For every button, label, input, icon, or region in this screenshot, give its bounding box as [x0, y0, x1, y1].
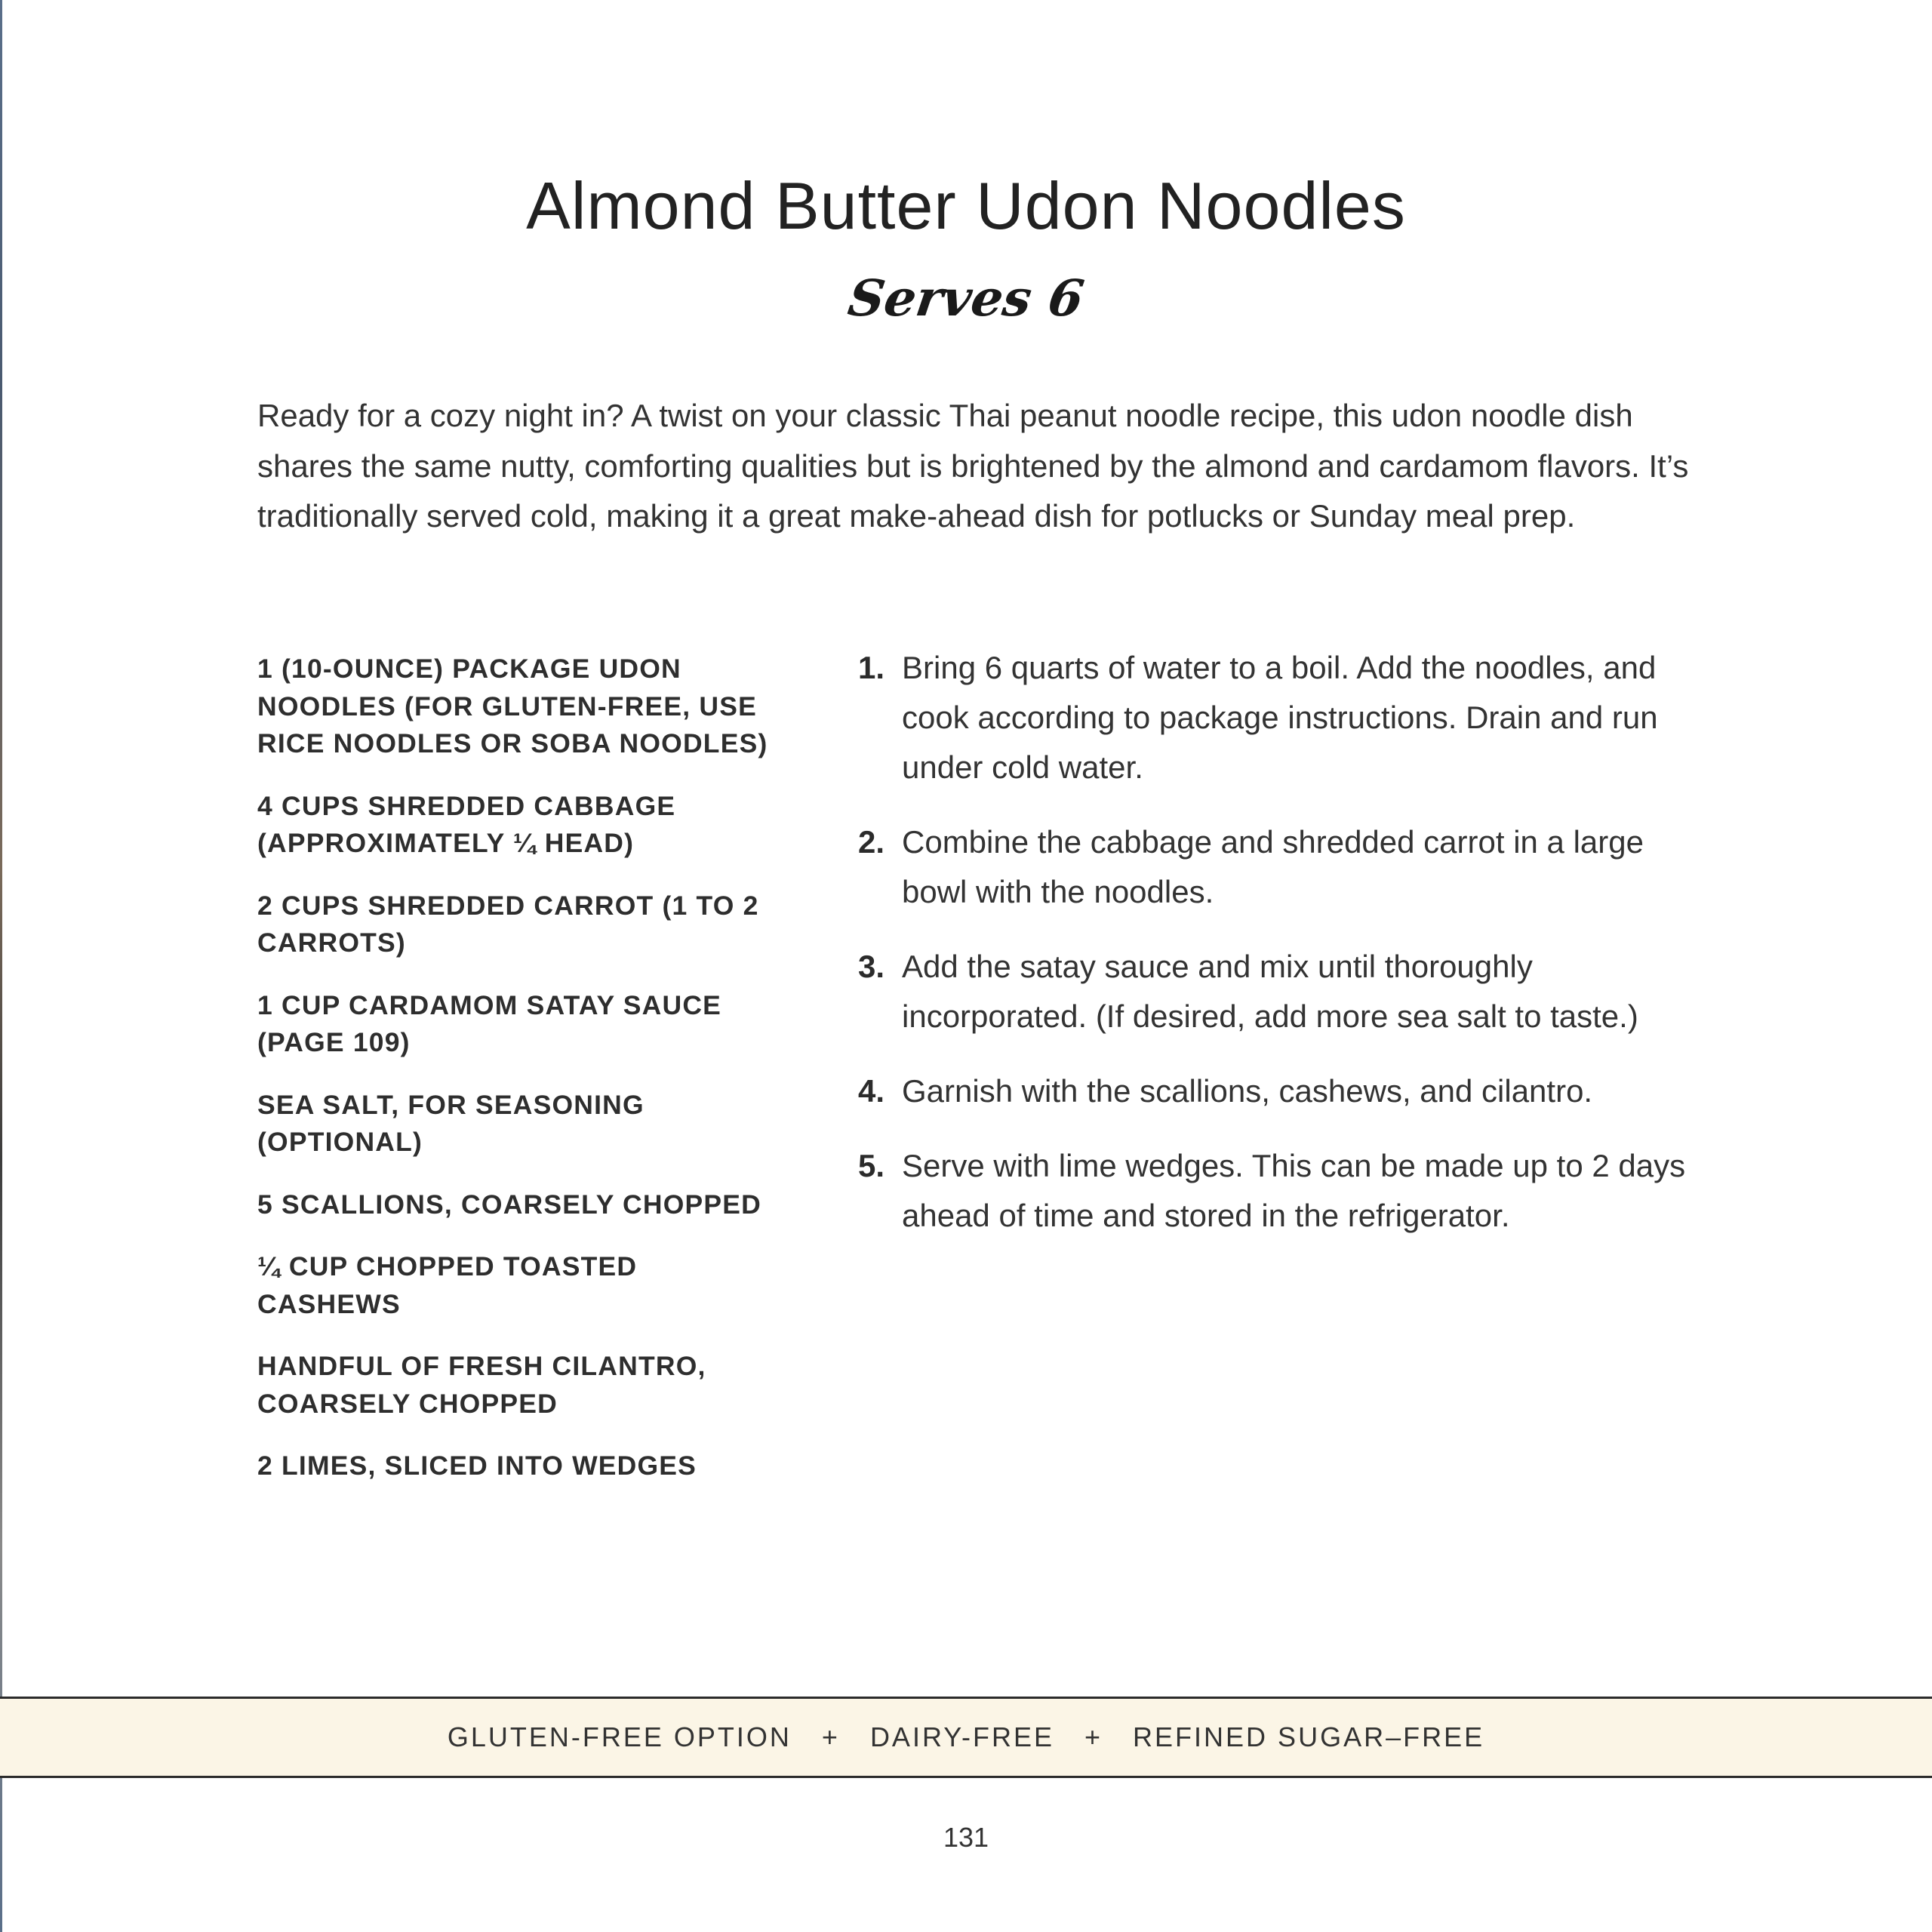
- ingredient-item: 2 CUPS SHREDDED CARROT (1 TO 2 CARROTS): [257, 890, 759, 958]
- tag-separator: +: [1084, 1721, 1103, 1752]
- step-text: Garnish with the scallions, cashews, and cilantro.: [902, 1073, 1593, 1109]
- recipe-intro: Ready for a cozy night in? A twist on your classic Thai peanut noodle recipe, this udon noodle dish shares the same nutty, comforting qualities but is brightened by the almond and cardamom flavors. It’s traditionally served cold, making it a great make-ahead dish for potlucks or Sunday meal prep.: [257, 398, 1689, 534]
- recipe-title: Almond Butter Udon Noodles: [526, 168, 1406, 243]
- instruction-step: [838, 643, 1698, 792]
- step-number: 2.: [857, 824, 884, 860]
- step-text: Add the satay sauce and mix until thoroughly incorporated. (If desired, add more sea salt to taste.): [902, 949, 1638, 1034]
- instruction-step: [838, 1066, 1698, 1116]
- instruction-step: [838, 942, 1698, 1041]
- ingredient-item: 4 CUPS SHREDDED CABBAGE (APPROXIMATELY ¼ HEAD): [257, 790, 676, 858]
- page-number: 131: [943, 1822, 989, 1853]
- step-text: Serve with lime wedges. This can be made up to 2 days ahead of time and stored in the refrigerator.: [902, 1148, 1686, 1233]
- tag-separator: +: [821, 1721, 840, 1752]
- ingredient-item: 2 LIMES, SLICED INTO WEDGES: [257, 1451, 697, 1481]
- dietary-tags-band: [0, 1697, 1932, 1778]
- instruction-step: [838, 1141, 1698, 1241]
- instructions-list: [838, 643, 1698, 1266]
- step-number: 1.: [857, 650, 884, 685]
- ingredient-item: HANDFUL OF FRESH CILANTRO, COARSELY CHOPPED: [257, 1351, 706, 1419]
- ingredient-item: 1 CUP CARDAMOM SATAY SAUCE (PAGE 109): [257, 989, 722, 1057]
- step-text: Combine the cabbage and shredded carrot in a large bowl with the noodles.: [902, 824, 1644, 909]
- ingredient-item: 5 SCALLIONS, COARSELY CHOPPED: [257, 1189, 762, 1220]
- step-number: 4.: [857, 1073, 884, 1109]
- ingredients-list: [257, 651, 786, 1510]
- dietary-tag: GLUTEN-FREE OPTION: [447, 1721, 792, 1752]
- dietary-tag: REFINED SUGAR–FREE: [1133, 1721, 1485, 1752]
- instruction-step: [838, 817, 1698, 917]
- step-number: 3.: [857, 949, 884, 984]
- ingredient-item: 1 (10-OUNCE) PACKAGE UDON NOODLES (FOR GLUTEN-FREE, USE RICE NOODLES OR SOBA NOODLES): [257, 654, 768, 758]
- ingredient-item: ¼ CUP CHOPPED TOASTED CASHEWS: [257, 1251, 638, 1319]
- step-number: 5.: [857, 1148, 884, 1183]
- dietary-tag: DAIRY-FREE: [869, 1721, 1055, 1752]
- servings-label: Serves 6: [844, 269, 1088, 328]
- step-text: Bring 6 quarts of water to a boil. Add the noodles, and cook according to package instructions. Drain and run under cold water.: [902, 650, 1658, 785]
- ingredient-item: SEA SALT, FOR SEASONING (OPTIONAL): [257, 1089, 645, 1157]
